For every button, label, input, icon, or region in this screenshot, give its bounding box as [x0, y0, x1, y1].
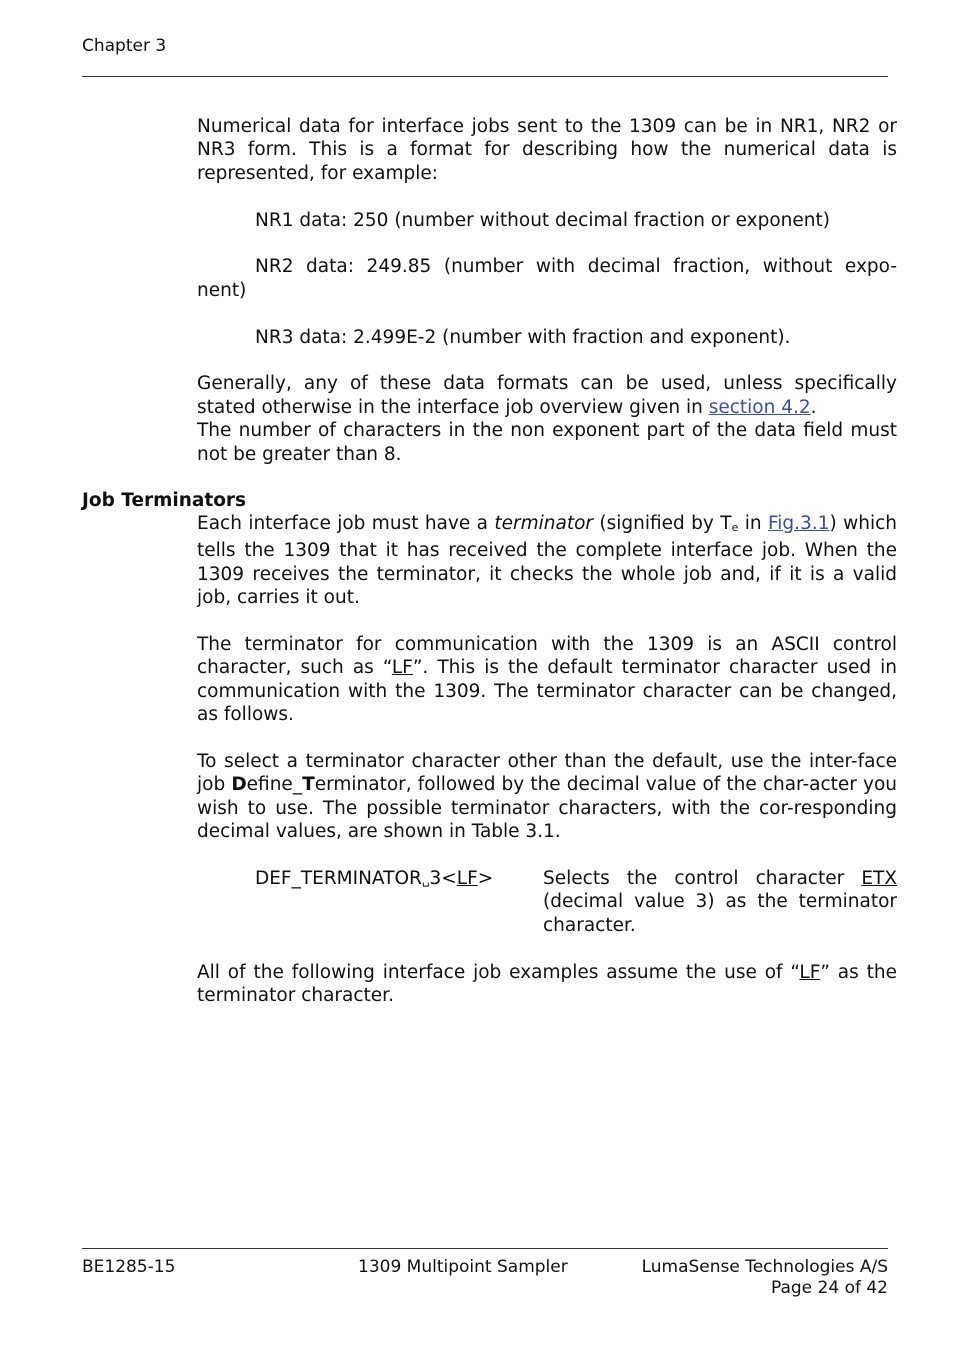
nr3-example: NR3 data: 2.499E-2 (number with fraction and exponent). [255, 326, 791, 348]
p1-text-c: in [738, 513, 768, 534]
p4-text-a: All of the following interface job examples assume the use of “ [197, 961, 800, 983]
cmd-close: > [477, 868, 494, 890]
terminator-t: T [302, 774, 315, 796]
numerical-intro: Numerical data for interface jobs sent to the 1309 can be in NR1, NR2 or NR3 form. This is a format for describing how the numerical data is represented, for example: [197, 116, 897, 184]
p4-text-b: ” as the terminator character. [197, 961, 897, 1007]
desc-text-a: Selects the control character [543, 868, 862, 890]
header-rule [82, 76, 888, 77]
footer-company: LumaSense Technologies A/S [641, 1257, 888, 1277]
space-symbol: ␣ [421, 873, 430, 888]
lf-symbol: LF [391, 657, 413, 679]
formats-end: . [810, 396, 817, 418]
p4-lf: LF [799, 961, 821, 983]
def-terminator-example [197, 867, 897, 937]
job-terminators-heading: Job Terminators [82, 490, 247, 511]
te-subscript: e [731, 521, 739, 534]
footer-rule [82, 1248, 888, 1249]
nr2-line-2: nent) [197, 279, 247, 301]
terminator-paragraph-1 [197, 512, 897, 610]
desc-text-b: (decimal value 3) as the terminator character. [543, 891, 897, 936]
terminator-paragraph-2 [197, 633, 897, 727]
chapter-header: Chapter 3 [82, 36, 167, 56]
section-4-2-link[interactable]: section 4.2 [708, 396, 811, 418]
footer-page-number: Page 24 of 42 [770, 1278, 888, 1298]
cmd-arg: 3< [429, 868, 457, 890]
p3-text-a: To select a terminator character other than the default, use the inter-face job [197, 751, 897, 796]
p1-text-b: (signified by T [593, 513, 732, 534]
terminators-section [197, 512, 897, 1007]
example-description [543, 867, 897, 937]
formats-text: Generally, any of these data formats can be used, unless specifically stated otherwise in the interface job overview given in [197, 373, 897, 418]
p2-text-a: The terminator for communication with the 1309 is an ASCII control character, such as “ [197, 634, 897, 679]
terminator-paragraph-3 [197, 750, 897, 844]
etx-symbol: ETX [861, 868, 897, 890]
footer-product: 1309 Multipoint Sampler [358, 1257, 568, 1277]
terminator-paragraph-4 [197, 961, 897, 1008]
footer-doc-id: BE1285-15 [82, 1257, 176, 1277]
formats-paragraph [197, 372, 897, 419]
define-d: D [231, 774, 247, 796]
example-command [197, 867, 543, 937]
cmd-lf: LF [456, 868, 478, 890]
numerical-section [197, 115, 897, 466]
cmd-name: DEF_TERMINATOR [255, 868, 422, 890]
define-rest: efine_ [246, 774, 303, 796]
terminator-term: terminator [494, 513, 594, 534]
characters-paragraph: The number of characters in the non exponent part of the data field must not be greater than 8. [197, 420, 897, 465]
nr2-line-1: NR2 data: 249.85 (number with decimal fraction, without expo- [255, 256, 897, 278]
nr1-example: NR1 data: 250 (number without decimal fraction or exponent) [255, 209, 830, 231]
p1-text-d: ) which tells the 1309 that it has received the complete interface job. When the 1309 receives the terminator, it checks the whole job and, if it is a valid job, carries it out. [197, 513, 897, 609]
p1-text-a: Each interface job must have a [197, 513, 495, 534]
fig-3-1-link[interactable]: Fig.3.1 [768, 513, 830, 534]
p2-text-b: ”. This is the default terminator character used in communication with the 1309. The terminator character can be changed, as follows. [197, 657, 897, 726]
nr2-example [197, 255, 897, 302]
p3-text-b: erminator, followed by the decimal value of the char-acter you wish to use. The possible terminator characters, with the cor-responding decimal values, are shown in Table 3.1. [197, 774, 897, 843]
